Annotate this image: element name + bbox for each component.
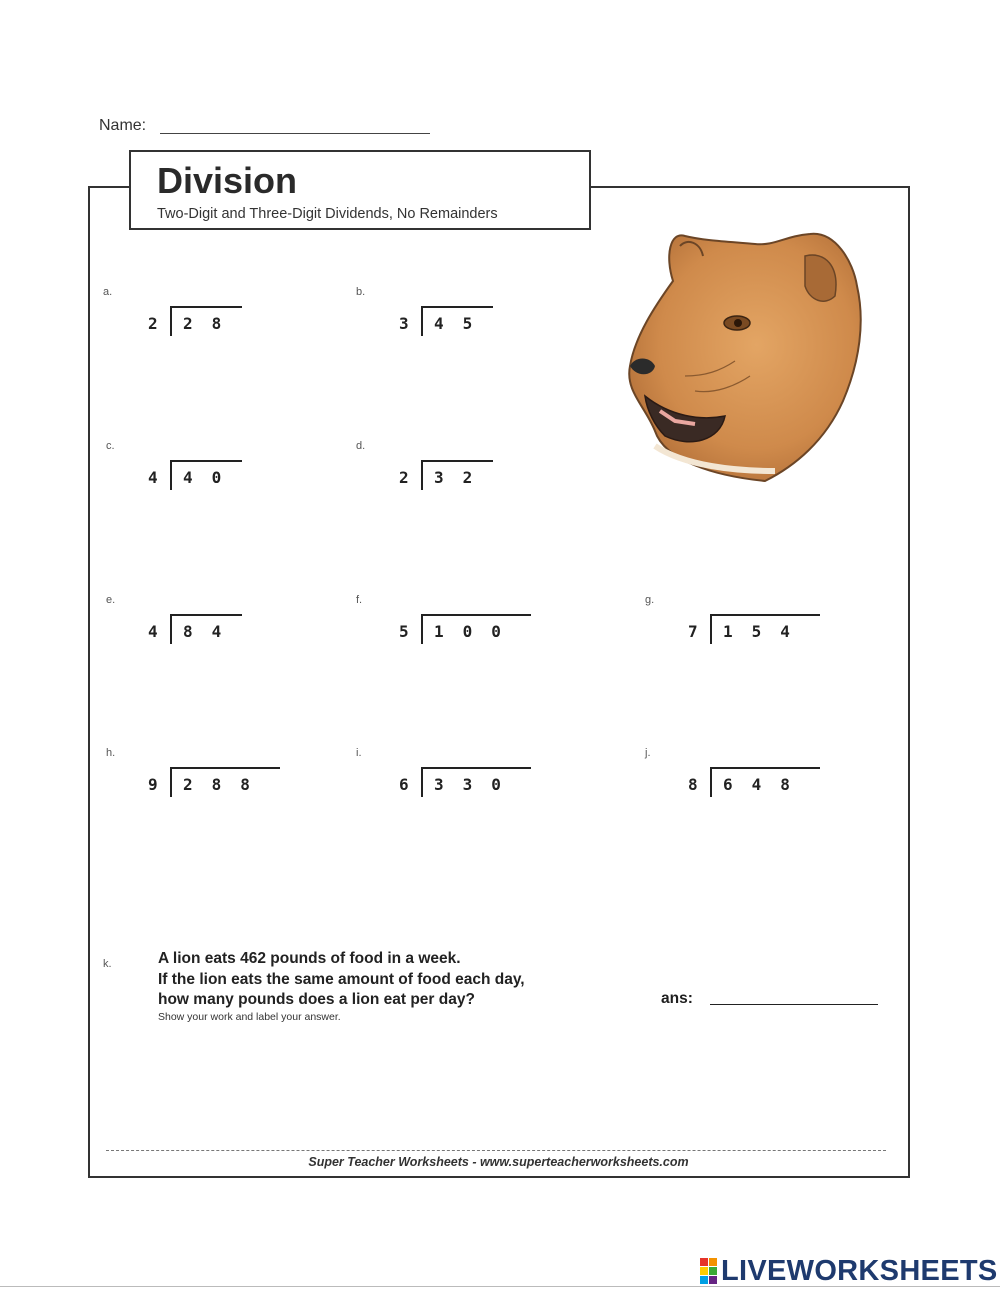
word-problem-line-3: how many pounds does a lion eat per day? [158, 991, 475, 1008]
problem-letter: g. [645, 594, 655, 606]
footer-text: Super Teacher Worksheets - www.superteacherworksheets.com [308, 1155, 689, 1169]
division-problem [148, 460, 248, 492]
division-problem [148, 767, 286, 799]
divisor: 7 [688, 622, 698, 641]
bottom-divider [0, 1286, 1000, 1287]
name-label: Name: [99, 117, 147, 134]
dividend: 100 [434, 622, 520, 641]
word-problem-note: Show your work and label your answer. [158, 1011, 341, 1023]
division-problem [688, 614, 826, 646]
divisor: 8 [688, 775, 698, 794]
logo-text: LIVEWORKSHEETS [721, 1254, 998, 1287]
word-problem-text [158, 949, 525, 1011]
answer-label: ans: [661, 990, 693, 1007]
name-input-line[interactable] [160, 133, 430, 134]
problem-letter: f. [356, 594, 363, 606]
logo-block [700, 1276, 708, 1284]
footer-divider [106, 1150, 886, 1151]
page-subtitle: Two-Digit and Three-Digit Dividends, No Remainders [157, 206, 498, 222]
division-problem [399, 460, 499, 492]
page-title: Division [157, 160, 298, 201]
dividend: 648 [723, 775, 809, 794]
logo-block [700, 1267, 708, 1275]
word-problem-line-2: If the lion eats the same amount of food each day, [158, 970, 525, 988]
dividend: 84 [183, 622, 241, 641]
division-problem [399, 614, 537, 646]
divisor: 9 [148, 775, 158, 794]
logo-block [700, 1258, 708, 1266]
title-box [129, 150, 591, 230]
division-problem [399, 767, 537, 799]
problem-letter: h. [106, 747, 116, 759]
divisor: 5 [399, 622, 409, 641]
logo-block [709, 1267, 717, 1275]
dividend: 45 [434, 314, 492, 333]
dividend: 40 [183, 468, 241, 487]
divisor: 6 [399, 775, 409, 794]
dividend: 330 [434, 775, 520, 794]
problem-letter-k: k. [103, 958, 112, 970]
divisor: 3 [399, 314, 409, 333]
footer-credit [0, 1155, 1000, 1169]
answer-input-line[interactable] [710, 1004, 878, 1005]
lioness-head-icon [625, 226, 865, 488]
division-problem [688, 767, 826, 799]
liveworksheets-logo[interactable] [700, 1256, 998, 1286]
divisor: 2 [399, 468, 409, 487]
problem-letter: b. [356, 286, 366, 298]
problem-letter: i. [356, 747, 362, 759]
problem-letter: j. [645, 747, 651, 759]
logo-block [709, 1276, 717, 1284]
dividend: 154 [723, 622, 809, 641]
logo-blocks-icon [700, 1258, 717, 1284]
problem-letter: e. [106, 594, 116, 606]
division-problem [148, 306, 248, 338]
problem-letter: c. [106, 440, 115, 452]
division-problem [399, 306, 499, 338]
logo-block [709, 1258, 717, 1266]
divisor: 2 [148, 314, 158, 333]
division-problem [148, 614, 248, 646]
divisor: 4 [148, 468, 158, 487]
dividend: 28 [183, 314, 241, 333]
divisor: 4 [148, 622, 158, 641]
problem-letter: a. [103, 286, 113, 298]
dividend: 32 [434, 468, 492, 487]
word-problem-line-1: A lion eats 462 pounds of food in a week. [158, 950, 461, 967]
dividend: 288 [183, 775, 269, 794]
problem-letter: d. [356, 440, 366, 452]
